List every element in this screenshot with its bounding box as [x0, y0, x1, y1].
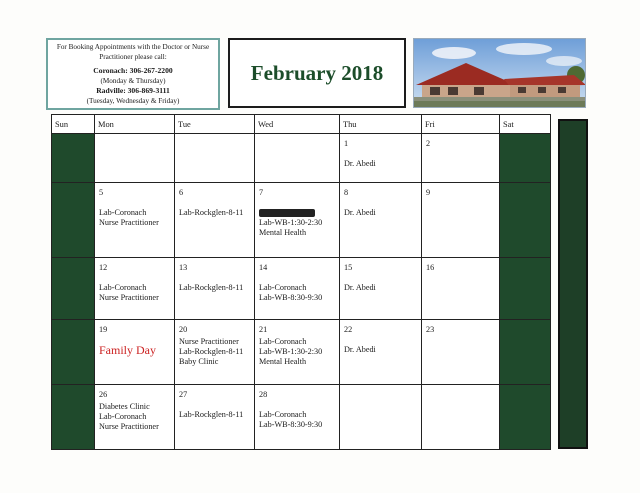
appointment-entry: Lab-Coronach [259, 337, 307, 347]
day-cell [52, 385, 95, 450]
calendar-title: February 2018 [250, 60, 384, 85]
day-cell [175, 134, 255, 183]
appointment-entry: Mental Health [259, 357, 307, 367]
appointment-entry: Lab-WB-1:30-2:30 [259, 347, 323, 357]
day-cell [52, 182, 95, 258]
day-number: 15 [344, 263, 353, 273]
day-number: 21 [259, 325, 268, 335]
appointment-entry: Dr. Abedi [344, 283, 376, 293]
day-cell [95, 385, 175, 450]
day-cell [422, 134, 500, 183]
clinic-building-image [414, 39, 586, 108]
day-cell [52, 258, 95, 320]
appointment-entry: Lab-Rockglen-8-11 [179, 410, 244, 420]
appointment-entry: Dr. Abedi [344, 345, 376, 355]
appointment-entry: Lab-WB-8:30-9:30 [259, 420, 323, 430]
weekday-sun: Sun [52, 115, 95, 134]
day-number: 7 [259, 187, 264, 197]
day-number: 20 [179, 325, 188, 335]
day-cell [422, 182, 500, 258]
day-cell [255, 320, 340, 385]
day-cell [52, 320, 95, 385]
calendar-grid [51, 114, 551, 450]
weekday-thu: Thu [340, 115, 422, 134]
day-cell [422, 385, 500, 450]
day-cell [95, 134, 175, 183]
day-cell [95, 182, 175, 258]
week-row [52, 134, 551, 183]
booking-intro: For Booking Appointments with the Doctor or Nurse Practitioner please call: [56, 43, 210, 61]
redacted-entry [259, 209, 315, 217]
day-cell [500, 320, 551, 385]
holiday-label: Family Day [99, 343, 156, 358]
appointment-entry: Lab-Rockglen-8-11 [179, 283, 244, 293]
day-cell [340, 320, 422, 385]
day-cell [52, 134, 95, 183]
day-number: 13 [179, 263, 188, 273]
day-cell [340, 134, 422, 183]
day-number: 27 [179, 390, 188, 400]
day-cell [175, 385, 255, 450]
day-number: 6 [179, 187, 184, 197]
day-cell [255, 385, 340, 450]
week-row [52, 258, 551, 320]
day-cell [340, 385, 422, 450]
day-number: 1 [344, 139, 349, 148]
clinic-photo [413, 38, 586, 108]
week-row [52, 385, 551, 450]
day-cell [95, 320, 175, 385]
day-cell [255, 182, 340, 258]
day-cell [255, 258, 340, 320]
day-cell [175, 258, 255, 320]
week-row [52, 182, 551, 258]
appointment-entry: Lab-Coronach [99, 207, 147, 217]
appointment-entry: Lab-WB-8:30-9:30 [259, 293, 323, 303]
day-cell [255, 134, 340, 183]
day-cell [500, 182, 551, 258]
day-cell [500, 134, 551, 183]
day-cell [175, 320, 255, 385]
weekday-tue: Tue [175, 115, 255, 134]
appointment-entry: Dr. Abedi [344, 207, 376, 217]
day-number: 22 [344, 325, 353, 335]
booking-info-box [46, 38, 220, 110]
day-number: 8 [344, 187, 349, 197]
weekday-wed: Wed [255, 115, 340, 134]
day-cell [422, 320, 500, 385]
appointment-entry: Lab-Coronach [259, 410, 307, 420]
weekday-sat: Sat [500, 115, 551, 134]
day-number: 5 [99, 187, 104, 197]
coronach-days: (Monday & Thursday) [100, 77, 166, 85]
day-cell [422, 258, 500, 320]
day-number: 16 [426, 263, 435, 273]
appointment-entry: Lab-Rockglen-8-11 [179, 207, 244, 217]
day-number: 19 [99, 325, 108, 335]
day-cell [340, 182, 422, 258]
day-number: 26 [99, 390, 108, 400]
sidebar-green-panel [558, 119, 588, 449]
weekday-header-row [52, 115, 551, 134]
appointment-entry: Dr. Abedi [344, 159, 376, 168]
appointment-entry: Nurse Practitioner [99, 293, 159, 303]
appointment-entry: Nurse Practitioner [99, 422, 159, 432]
day-number: 2 [426, 139, 431, 148]
weekday-fri: Fri [422, 115, 500, 134]
calendar-title-box [228, 38, 406, 108]
appointment-entry: Nurse Practitioner [99, 217, 159, 227]
day-number: 28 [259, 390, 268, 400]
appointment-entry: Lab-Rockglen-8-11 [179, 347, 244, 357]
appointment-entry: Mental Health [259, 227, 307, 237]
appointment-entry: Diabetes Clinic [99, 402, 150, 412]
appointment-entry: Baby Clinic [179, 357, 219, 367]
day-cell [500, 258, 551, 320]
week-row [52, 320, 551, 385]
day-cell [340, 258, 422, 320]
weekday-mon: Mon [95, 115, 175, 134]
day-number: 9 [426, 187, 431, 197]
coronach-phone: Coronach: 306-267-2200 [93, 66, 173, 75]
day-number: 23 [426, 325, 435, 335]
radville-phone: Radville: 306-869-3111 [96, 86, 170, 95]
day-cell [175, 182, 255, 258]
appointment-entry: Lab-Coronach [99, 283, 147, 293]
day-number: 12 [99, 263, 108, 273]
radville-days: (Tuesday, Wednesday & Friday) [86, 97, 180, 105]
day-cell [500, 385, 551, 450]
day-number: 14 [259, 263, 268, 273]
appointment-entry: Lab-WB-1:30-2:30 [259, 217, 323, 227]
appointment-entry: Lab-Coronach [259, 283, 307, 293]
appointment-entry: Nurse Practitioner [179, 337, 239, 347]
appointment-entry: Lab-Coronach [99, 412, 147, 422]
day-cell [95, 258, 175, 320]
